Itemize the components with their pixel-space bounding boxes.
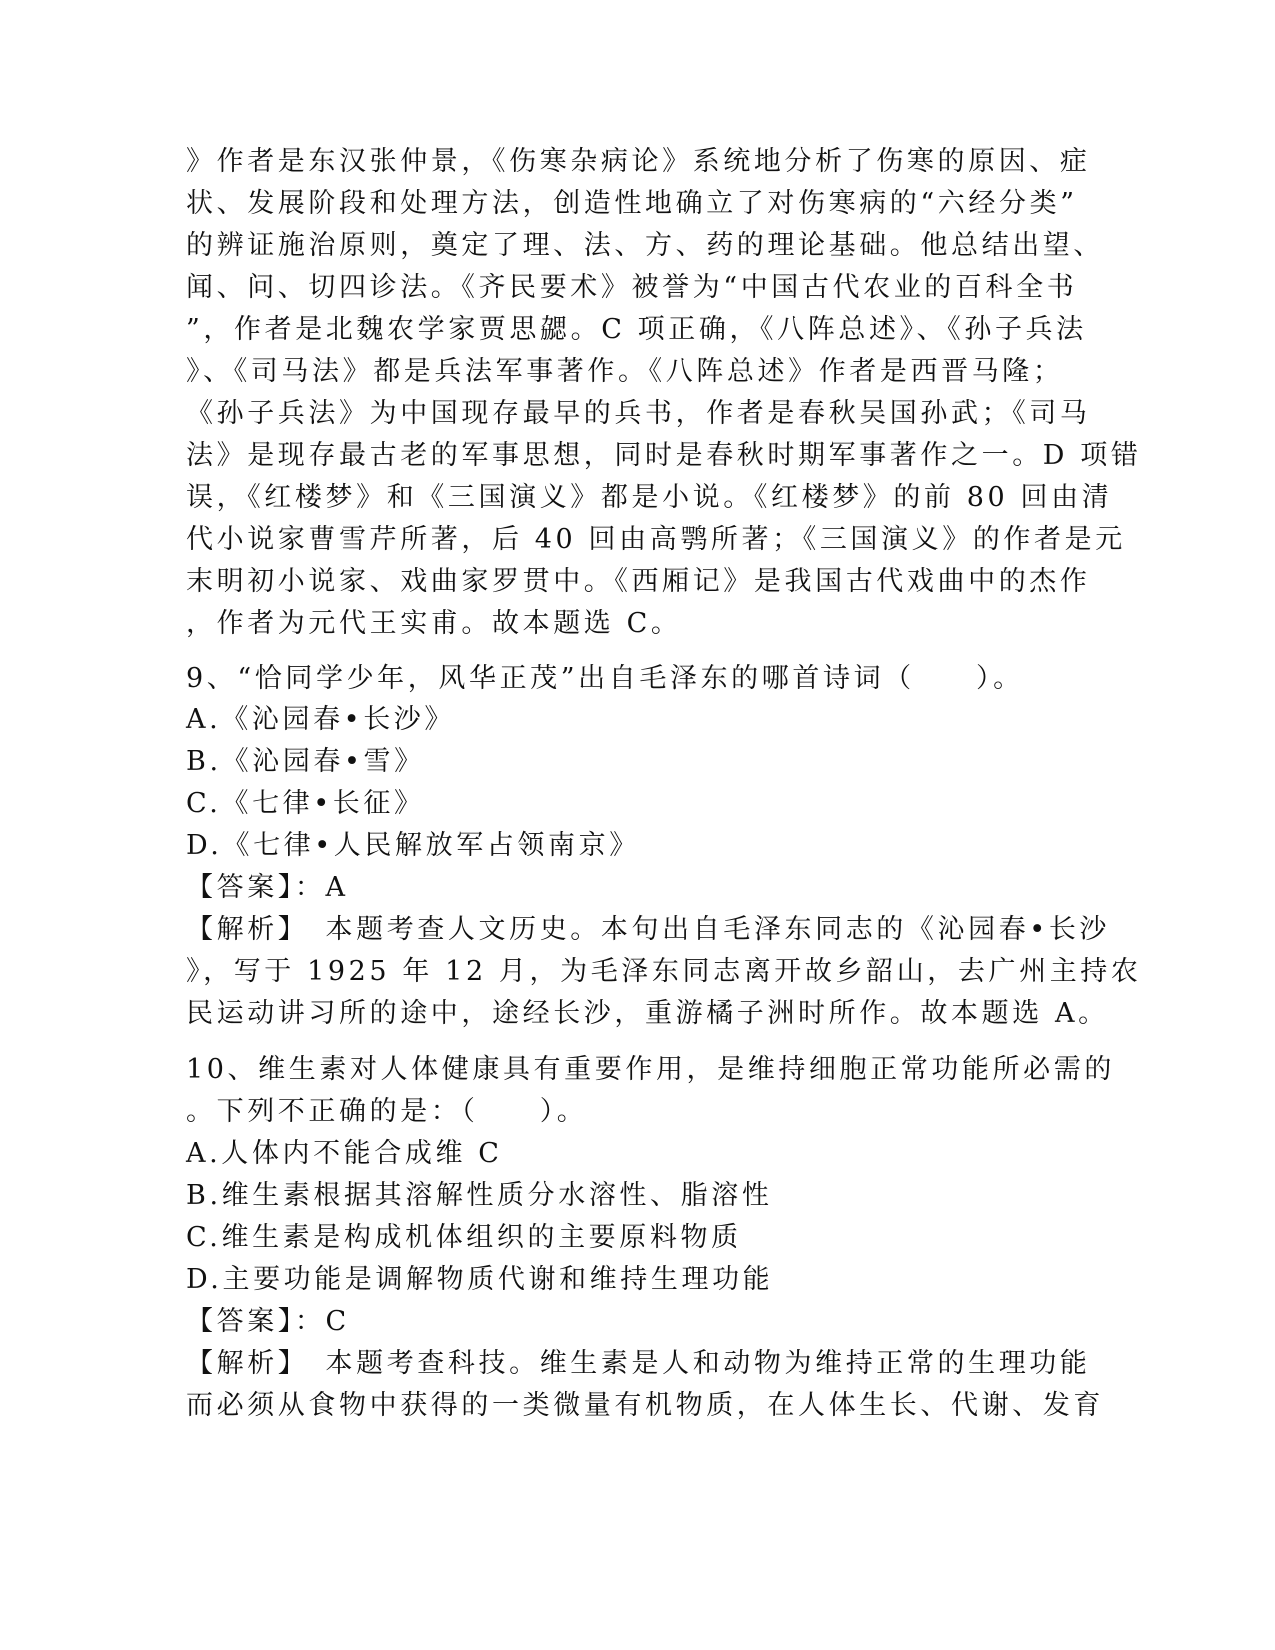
explanation-line: 的辨证施治原则，奠定了理、法、方、药的理论基础。他总结出望、 — [186, 230, 1104, 261]
q9-option-b: B.《沁园春•雪》 — [186, 746, 425, 777]
q10-answer: 【答案】：C — [186, 1306, 350, 1337]
q9-option-a: A.《沁园春•长沙》 — [186, 704, 456, 735]
q10-explanation-line: 而必须从食物中获得的一类微量有机物质，在人体生长、代谢、发育 — [186, 1390, 1104, 1421]
explanation-line: 闻、问、切四诊法。《齐民要术》被誉为“中国古代农业的百科全书 — [186, 272, 1078, 303]
question-10-text: 。下列不正确的是：（ ）。 — [186, 1096, 588, 1127]
explanation-line: 》、《司马法》都是兵法军事著作。《八阵总述》作者是西晋马隆； — [186, 356, 1064, 387]
q9-explanation-line: 民运动讲习所的途中，途经长沙，重游橘子洲时所作。故本题选 A。 — [186, 998, 1109, 1029]
explanation-line: 》作者是东汉张仲景，《伤寒杂病论》系统地分析了伤寒的原因、症 — [186, 146, 1091, 177]
q10-option-b: B.维生素根据其溶解性质分水溶性、脂溶性 — [186, 1180, 773, 1211]
explanation-line: 法》是现存最古老的军事思想，同时是春秋时期军事著作之一。D 项错 — [186, 440, 1142, 471]
q10-explanation-line: 【解析】 本题考查科技。维生素是人和动物为维持正常的生理功能 — [186, 1348, 1091, 1379]
q9-answer: 【答案】：A — [186, 872, 349, 903]
q9-option-c: C.《七律•长征》 — [186, 788, 425, 819]
question-10-text: 10、维生素对人体健康具有重要作用，是维持细胞正常功能所必需的 — [186, 1054, 1115, 1085]
q10-option-a: A.人体内不能合成维 C — [186, 1138, 503, 1169]
explanation-line: 《孙子兵法》为中国现存最早的兵书，作者是春秋吴国孙武；《司马 — [186, 398, 1091, 429]
q9-explanation-line: 》，写于 1925 年 12 月，为毛泽东同志离开故乡韶山，去广州主持农 — [186, 956, 1142, 987]
question-9-text: 9、“恰同学少年，风华正茂”出自毛泽东的哪首诗词（ ）。 — [186, 663, 1024, 694]
explanation-line: 末明初小说家、戏曲家罗贯中。《西厢记》是我国古代戏曲中的杰作 — [186, 566, 1091, 597]
explanation-line: 代小说家曹雪芹所著，后 40 回由高鹗所著；《三国演义》的作者是元 — [186, 524, 1126, 555]
explanation-line: 状、发展阶段和处理方法，创造性地确立了对伤寒病的“六经分类” — [186, 188, 1078, 219]
q9-explanation-line: 【解析】 本题考查人文历史。本句出自毛泽东同志的《沁园春•长沙 — [186, 914, 1111, 945]
explanation-line: 误，《红楼梦》和《三国演义》都是小说。《红楼梦》的前 80 回由清 — [186, 482, 1113, 513]
q10-option-d: D.主要功能是调解物质代谢和维持生理功能 — [186, 1264, 774, 1295]
explanation-line: ”，作者是北魏农学家贾思勰。C 项正确，《八阵总述》、《孙子兵法 — [186, 314, 1087, 345]
explanation-line: ，作者为元代王实甫。故本题选 C。 — [186, 608, 682, 639]
q10-option-c: C.维生素是构成机体组织的主要原料物质 — [186, 1222, 742, 1253]
q9-option-d: D.《七律•人民解放军占领南京》 — [186, 830, 640, 861]
